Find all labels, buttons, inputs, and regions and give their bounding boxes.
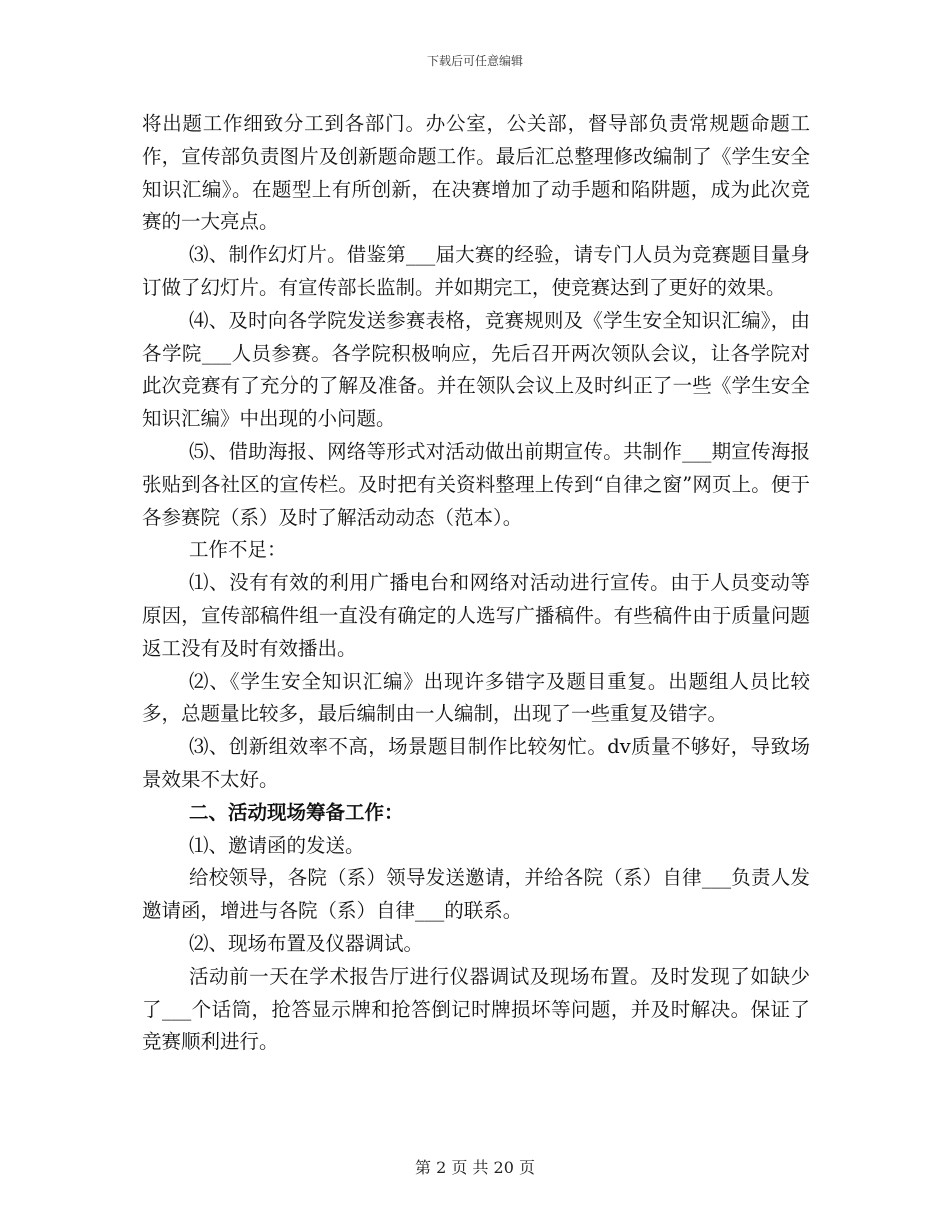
paragraph: 活动前一天在学术报告厅进行仪器调试及现场布置。及时发现了如缺少了___个话筒，抢答显示牌和抢答倒记时牌损坏等问题，并及时解决。保证了竞赛顺利进行。 [142,964,810,1054]
paragraph: ⑴、邀请函的发送。 [189,833,365,857]
paragraph: 将出题工作细致分工到各部门。办公室，公关部，督导部负责常规题命题工作，宣传部负责图片及创新题命题工作。最后汇总整理修改编制了《学生安全知识汇编》。在题型上有所创新，在决赛增加了动手题和陷阱题，成为此次竞赛的一大亮点。 [142,112,810,234]
paragraph: ⑶、制作幻灯片。借鉴第___届大赛的经验，请专门人员为竞赛题目量身订做了幻灯片。有宣传部长监制。并如期完工，使竞赛达到了更好的效果。 [142,243,810,299]
document-body [142,108,810,1059]
paragraph: ⑴、没有有效的利用广播电台和网络对活动进行宣传。由于人员变动等原因，宣传部稿件组一直没有确定的人选写广播稿件。有些稿件由于质量问题返工没有及时有效播出。 [142,571,810,660]
paragraph: 给校领导，各院（系）领导发送邀请，并给各院（系）自律___负责人发邀请函，增进与各院（系）自律___的联系。 [142,866,810,923]
paragraph: ⑵、《学生安全知识汇编》出现许多错字及题目重复。出题组人员比较多，总题量比较多，最后编制由一人编制，出现了一些重复及错字。 [142,669,810,726]
paragraph: ⑷、及时向各学院发送参赛表格，竞赛规则及《学生安全知识汇编》，由各学院___人员参赛。各学院积极响应，先后召开两次领队会议，让各学院对此次竞赛有了充分的了解及准备。并在领队会议上及时纠正了一些《学生安全知识汇编》中出现的小问题。 [142,308,810,431]
paragraph: ⑵、现场布置及仪器调试。 [189,931,424,955]
section-subheading: 工作不足： [189,538,287,562]
paragraph: ⑸、借助海报、网络等形式对活动做出前期宣传。共制作___期宣传海报张贴到各社区的宣传栏。及时把有关资料整理上传到“自律之窗”网页上。便于各参赛院（系）及时了解活动动态（范本）。 [142,439,810,529]
paragraph: ⑶、创新组效率不高，场景题目制作比较匆忙。dv质量不够好，导致场景效果不太好。 [142,735,810,791]
section-heading: 二、活动现场筹备工作： [189,800,404,824]
page-header: 下载后可任意编辑 [426,54,523,68]
page-footer: 第 2 页 共 20 页 [415,1158,535,1177]
